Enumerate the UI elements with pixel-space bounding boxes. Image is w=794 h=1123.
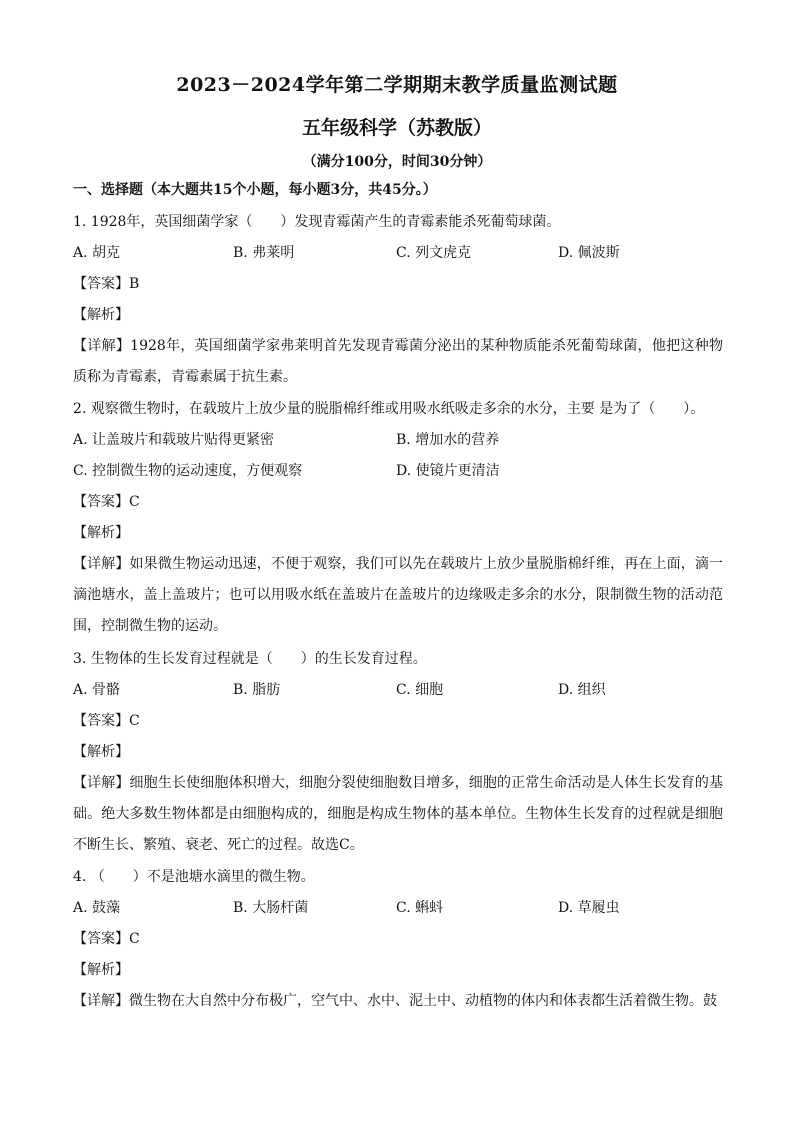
q2-stem: 2. 观察微生物时，在载玻片上放少量的脱脂棉纤维或用吸水纸吸走多余的水分，主要 是为了（ ）。: [73, 401, 705, 417]
q4-analysis-label: 【解析】: [73, 962, 129, 978]
q3-option-a: A. 骨骼: [73, 682, 121, 698]
q4-option-b: B. 大肠杆菌: [233, 900, 309, 916]
q1-analysis-label: 【解析】: [73, 307, 129, 323]
q3-analysis-label: 【解析】: [73, 744, 129, 760]
q3-option-c: C. 细胞: [396, 682, 444, 698]
q2-answer: 【答案】C: [73, 494, 140, 510]
q1-detail: 【详解】1928年，英国细菌学家弗莱明首先发现青霉菌分泌出的某种物质能杀死葡萄球菌，他把这种物质称为青霉素，青霉素属于抗生素。: [73, 338, 723, 385]
q2-detail: 【详解】如果微生物运动迅速，不便于观察，我们可以先在载玻片上放少量脱脂棉纤维，再在上面，滴一滴池塘水，盖上盖玻片；也可以用吸水纸在盖玻片在盖玻片的边缘吸走多余的水分，限制微生物的活动范围，控制微生物的运动。: [73, 556, 724, 634]
q3-stem: 3. 生物体的生长发育过程就是（ ）的生长发育过程。: [73, 651, 427, 667]
exam-subject: 五年级科学（苏教版）: [301, 117, 492, 139]
q2-option-b: B. 增加水的营养: [396, 432, 500, 448]
q3-option-b: B. 脂肪: [233, 682, 281, 698]
exam-title: 2023－2024学年第二学期期末教学质量监测试题: [176, 74, 618, 96]
q4-option-c: C. 蝌蚪: [396, 900, 444, 916]
q3-detail: 【详解】细胞生长使细胞体积增大，细胞分裂使细胞数目增多，细胞的正常生命活动是人体生长发育的基础。绝大多数生物体都是由细胞构成的，细胞是构成生物体的基本单位。生物体生长发育的过程就是细胞不断生长、繁殖、衰老、死亡的过程。故选C。: [73, 775, 724, 853]
q1-option-d: D. 佩波斯: [558, 245, 620, 261]
q2-option-d: D. 使镜片更清洁: [396, 463, 500, 479]
q4-option-a: A. 鼓藻: [73, 900, 121, 916]
q1-option-b: B. 弗莱明: [233, 245, 295, 261]
section-heading: 一、选择题（本大题共15个小题，每小题3分，共45分。）: [73, 182, 437, 198]
q1-option-c: C. 列文虎克: [396, 245, 472, 261]
exam-info: （满分100分，时间30分钟）: [302, 154, 492, 170]
q3-option-d: D. 组织: [558, 682, 606, 698]
q4-option-d: D. 草履虫: [558, 900, 620, 916]
q2-option-a: A. 让盖玻片和载玻片贴得更紧密: [73, 432, 275, 448]
q2-option-c: C. 控制微生物的运动速度，方便观察: [73, 463, 303, 479]
q2-analysis-label: 【解析】: [73, 525, 129, 541]
q3-answer: 【答案】C: [73, 713, 140, 729]
q1-stem: 1. 1928年，英国细菌学家（ ）发现青霉菌产生的青霉素能杀死葡萄球菌。: [73, 214, 561, 230]
q1-answer: 【答案】B: [73, 276, 140, 292]
q1-option-a: A. 胡克: [73, 245, 121, 261]
q4-detail: 【详解】微生物在大自然中分布极广，空气中、水中、泥土中、动植物的体内和体表都生活着微生物。鼓: [73, 993, 717, 1009]
q4-stem: 4. （ ）不是池塘水滴里的微生物。: [73, 869, 315, 885]
q4-answer: 【答案】C: [73, 931, 140, 947]
